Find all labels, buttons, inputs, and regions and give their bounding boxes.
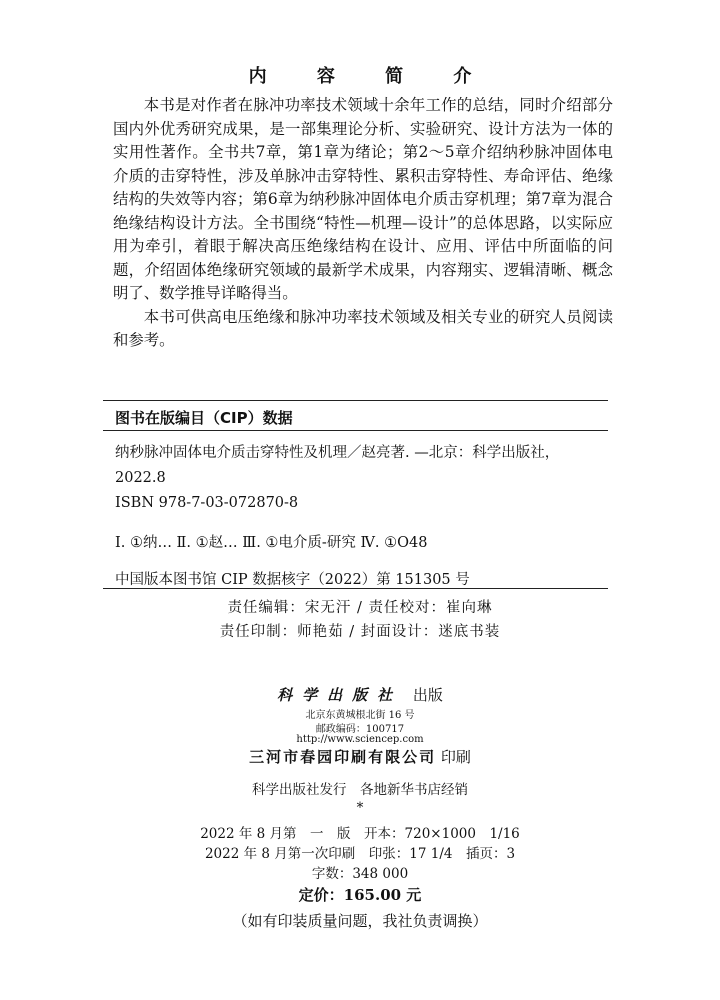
edition-line: 2022 年 8 月第 一 版 开本：720×1000 1/16 [200,826,520,842]
separator-star: * [356,800,364,816]
word-count-line: 字数：348 000 [311,866,409,882]
publisher-line [0,684,720,705]
distribution-line: 科学出版社发行 各地新华书店经销 [252,782,468,798]
printer-name: 三河市春园印刷有限公司 [249,748,437,766]
cip-classification: Ⅰ. ①纳… Ⅱ. ①赵… Ⅲ. ①电介质-研究 Ⅳ. ①O48 [115,535,428,551]
credits-editors: 责任编辑：宋无汗 / 责任校对：崔向琳 [227,600,493,616]
credits-production: 责任印制：师艳茹 / 封面设计：迷底书装 [219,624,501,640]
summary-paragraph-1: 本书是对作者在脉冲功率技术领域十余年工作的总结，同时介绍部分国内外优秀研究成果，是一部集理论分析、实验研究、设计方法为一体的实用性著作。全书共7章，第1章为绪论；第2～5章介绍纳秒脉冲固体电介质的击穿特性，涉及单脉冲击穿特性、累积击穿特性、寿命评估、绝缘结构的失效等内容；第6章为纳秒脉冲固体电介质击穿机理；第7章为混合绝缘结构设计方法。全书围绕“特性—机理—设计”的总体思路，以实际应用为牵引，着眼于解决高压绝缘结构在设计、应用、评估中所面临的问题，介绍固体绝缘研究领域的最新学术成果，内容翔实、逻辑清晰、概念明了、数学推导详略得当。 [113,96,613,302]
cip-heading-rule [103,430,608,431]
quality-notice: （如有印装质量问题，我社负责调换） [232,912,488,930]
cip-description: 纳秒脉冲固体电介质击穿特性及机理／赵亮著. —北京：科学出版社，2022.8 [115,445,560,486]
price-line: 定价：165.00 元 [298,886,422,904]
cip-record-number: 中国版本图书馆 CIP 数据核字（2022）第 151305 号 [115,572,470,588]
publisher-address: 北京东黄城根北街 16 号 [305,710,415,721]
summary-paragraph-2: 本书可供高电压绝缘和脉冲功率技术领域及相关专业的研究人员阅读和参考。 [113,307,613,349]
printer-line [0,746,720,767]
cip-bottom-rule [103,588,608,589]
printer-suffix: 印刷 [440,748,471,766]
summary-title: 内 容 简 介 [248,66,494,87]
printing-line: 2022 年 8 月第一次印刷 印张：17 1/4 插页：3 [204,846,516,862]
cip-isbn: ISBN 978-7-03-072870-8 [115,495,299,511]
publisher-suffix: 出版 [412,686,443,704]
publisher-website: http://www.sciencep.com [296,734,424,745]
publisher-logo-text: 科学出版社 [277,686,403,704]
summary-body [113,94,613,353]
cip-heading: 图书在版编目（CIP）数据 [115,409,293,427]
cip-top-rule [103,400,608,401]
publisher-postcode: 邮政编码：100717 [315,724,405,735]
